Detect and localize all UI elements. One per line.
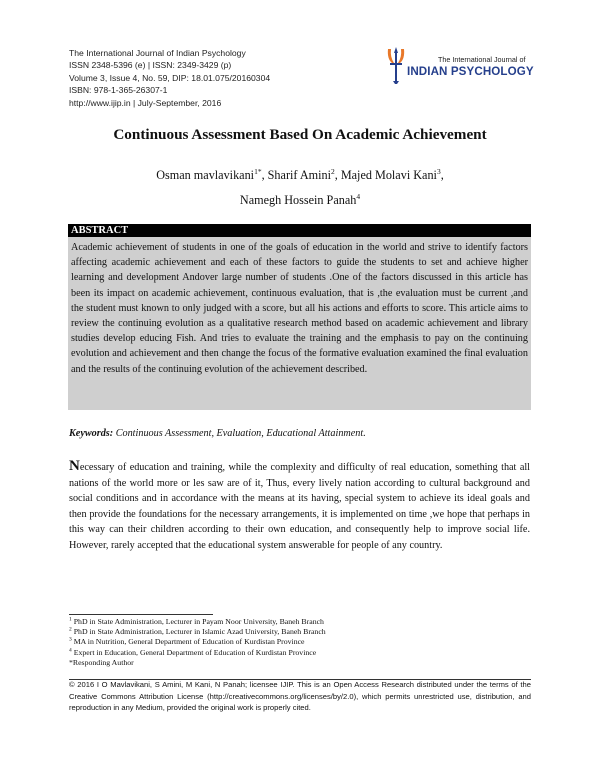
author-name: Namegh Hossein Panah (239, 193, 357, 207)
author-marker: 1* (254, 166, 262, 176)
footnotes (69, 617, 326, 668)
footnote-text: PhD in State Administration, Lecturer in Islamic Azad University, Baneh Branch (73, 627, 326, 637)
abstract-heading: ABSTRACT (68, 224, 531, 237)
header-line: Volume 3, Issue 4, No. 59, DIP: 18.01.075/20160304 (69, 72, 271, 83)
license-text: © 2016 I O Mavlavikani, S Amini, M Kani, N Panah; licensee IJIP. This is an Open Access Research distributed under the terms of the Creative Commons Attribution License (http://creativecommons.org/licenses/by/2.0), which permits unrestricted use, distribution, and reproduction in any Medium, provided the original work is properly cited. (69, 680, 531, 713)
footnote-divider (69, 614, 213, 615)
paper-title: Continuous Assessment Based On Academic Achievement (113, 126, 487, 143)
author-marker: 3 (436, 166, 441, 176)
abstract-text: Academic achievement of students in one of the goals of education in the world and strive to identify factors affecting academic achievement and each of these factors to guide the students to set and achieve higher learning and development Andover large number of students .One of the factors discussed in this article has been its impact on academic achievement, continuous evaluation, that is ,the evaluation must be current ,and the student must known to only judged with a score, but all his actions and efforts to score. This article aims to review the continuing evolution as a qualitative research method based on academic achievement and library studies develop educing Fish. And tries to evaluate the training and the emphasis to pay on the continuing evolution and achievement and then change the focus of the formative evaluation examined the final evaluation and the results of the continuing evolution of the achievement described. (68, 237, 531, 410)
logo-big-text: INDIAN PSYCHOLOGY (407, 65, 534, 78)
author-line-2 (0, 188, 600, 213)
author-line-1: Osman mavlavikani$^{1*}$, Sharif Amini$^2$, Majed Molavi Kani$^3$, (156, 166, 444, 182)
footnote-mark: 2 (69, 626, 72, 633)
footnote (69, 648, 326, 658)
body-paragraph (69, 459, 530, 554)
footnote-text: *Responding Author (69, 657, 134, 667)
header-line: The International Journal of Indian Psychology (69, 48, 246, 58)
author-list (0, 163, 600, 213)
drop-cap: N (69, 458, 80, 474)
footnote (69, 617, 326, 627)
footnote-text: MA in Nutrition, General Department of Education of Kurdistan Province (73, 637, 305, 647)
trident-icon (384, 45, 408, 85)
header-line: http://www.ijip.in | July-September, 2016 (69, 97, 222, 108)
footnote (69, 658, 326, 668)
author-name: Osman mavlavikani (156, 168, 255, 182)
header-line: ISBN: 978-1-365-26307-1 (69, 85, 168, 96)
journal-logo (384, 45, 544, 85)
author-name: Sharif Amini (267, 168, 331, 182)
journal-header (69, 47, 270, 109)
footnote-mark: 1 (69, 616, 72, 623)
footnote-mark: 4 (69, 647, 72, 654)
footnote (69, 637, 326, 647)
footnote (69, 627, 326, 637)
author-marker: 4 (356, 191, 361, 201)
logo-small-text: The International Journal of (438, 55, 526, 64)
footnote-mark: 3 (69, 636, 72, 643)
keywords (69, 428, 366, 439)
author-marker: 2 (330, 166, 335, 176)
keywords-label: Keywords: (69, 428, 114, 439)
footnote-text: PhD in State Administration, Lecturer in Payam Noor University, Baneh Branch (73, 617, 324, 626)
author-name: Majed Molavi Kani (340, 168, 437, 182)
header-line: ISSN 2348-5396 (e) | ISSN: 2349-3429 (p) (69, 60, 232, 71)
footnote-text: Expert in Education, General Department of Education of Kurdistan Province (73, 647, 317, 657)
body-text: ecessary of education and training, while the complexity and difficulty of real education, something that all nations of the world more or les saw are of it, Thus, every lively nation according to cultural background and social conditions and in accordance with the means at its having, special system to achieve its ideal goals and then provide the foundations for the necessary arrangements, it is implemented on time ,we hope that perhaps in this way can their children according to their own education, and consequently help to improve social life. However, rarely accepted that the educational system answerable for people of any country. (69, 462, 530, 551)
keywords-text: Continuous Assessment, Evaluation, Educational Attainment. (115, 428, 366, 439)
